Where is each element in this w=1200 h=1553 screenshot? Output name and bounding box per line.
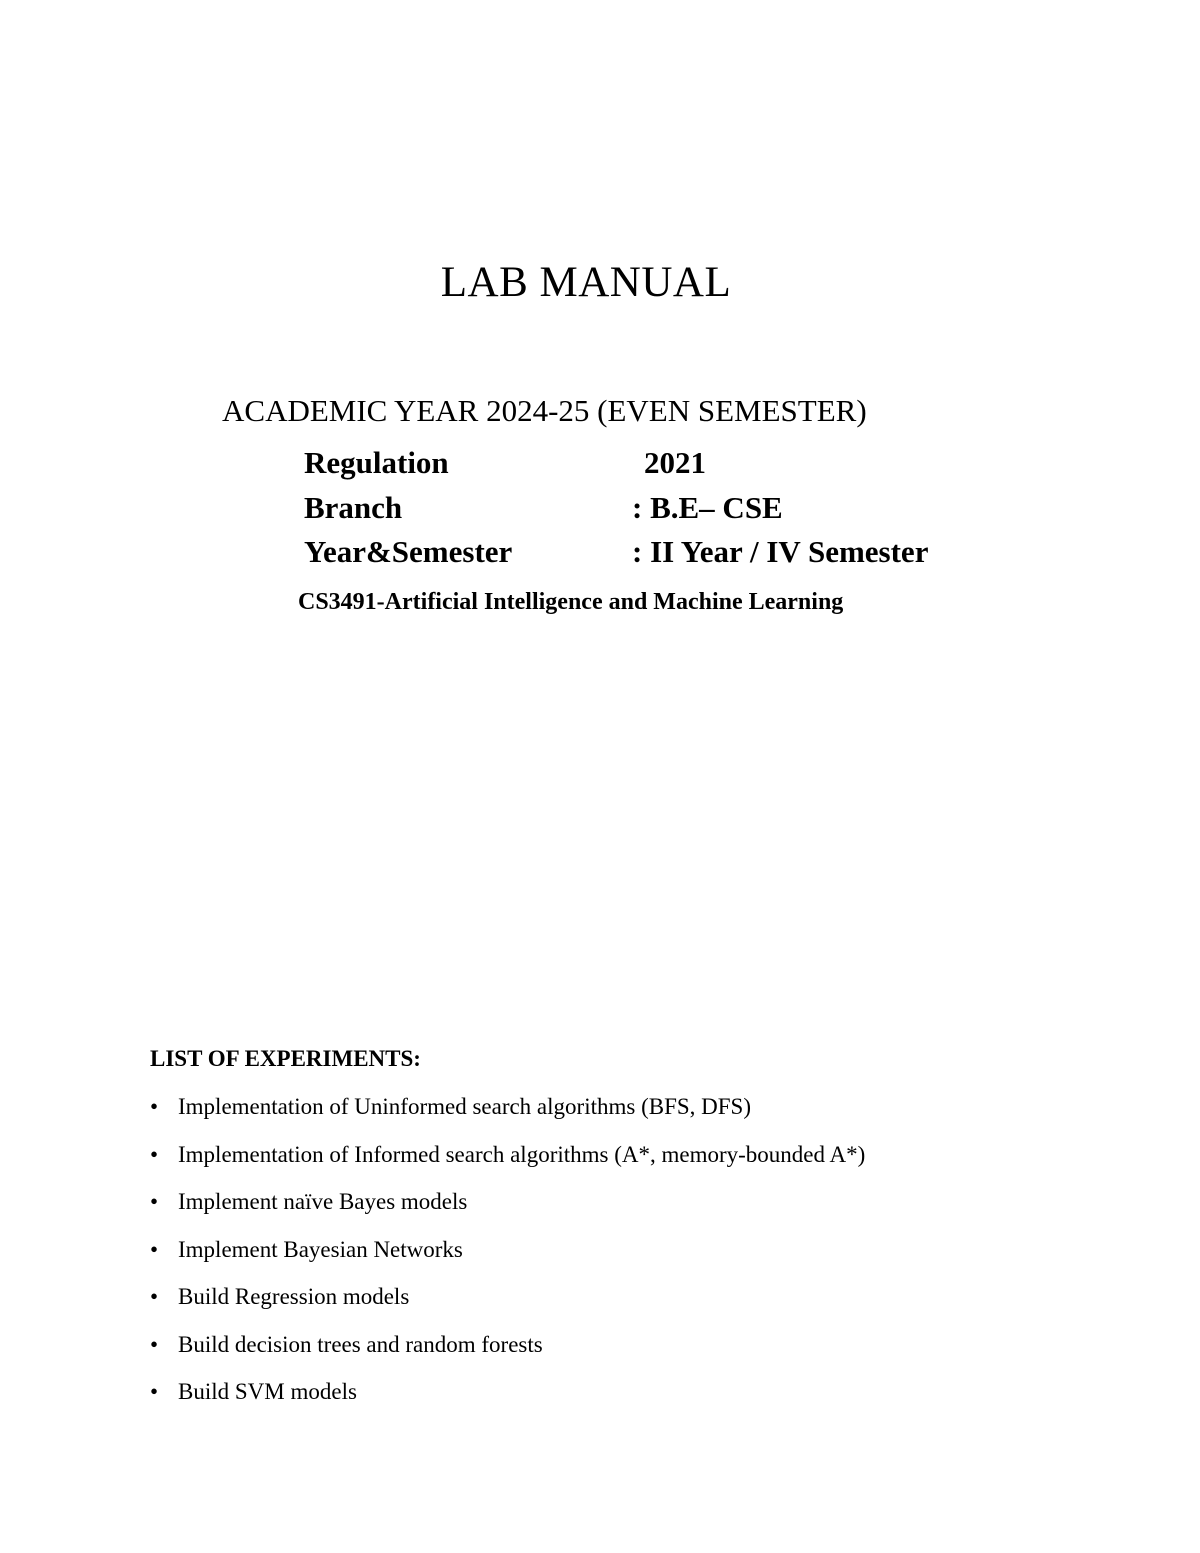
academic-year: ACADEMIC YEAR 2024-25 (EVEN SEMESTER)	[222, 393, 867, 428]
bullet-icon: •	[150, 1094, 159, 1119]
info-label: Regulation	[304, 445, 449, 480]
list-item	[150, 1284, 865, 1332]
bullet-icon: •	[150, 1189, 159, 1214]
info-value: : II Year / IV Semester	[632, 534, 929, 569]
list-item	[150, 1379, 865, 1427]
info-value: 2021	[644, 445, 706, 480]
experiment-text: Implement naïve Bayes models	[178, 1189, 468, 1214]
experiment-text: Build SVM models	[178, 1379, 357, 1404]
course-title: CS3491-Artificial Intelligence and Machine Learning	[298, 589, 844, 615]
list-item	[150, 1094, 865, 1142]
list-item	[150, 1189, 865, 1237]
experiment-text: Implementation of Uninformed search algorithms (BFS, DFS)	[178, 1094, 752, 1119]
experiment-text: Build Regression models	[178, 1284, 410, 1309]
bullet-icon: •	[150, 1331, 159, 1357]
bullet-icon: •	[150, 1284, 159, 1309]
bullet-icon: •	[150, 1141, 159, 1167]
info-value: : B.E– CSE	[632, 490, 783, 525]
document-title: LAB MANUAL	[440, 259, 732, 306]
experiment-text: Build decision trees and random forests	[178, 1331, 543, 1357]
list-item	[150, 1332, 865, 1380]
list-item	[150, 1237, 865, 1285]
info-label: Year&Semester	[304, 534, 513, 569]
bullet-icon: •	[150, 1379, 159, 1404]
info-label: Branch	[304, 490, 403, 525]
experiment-text: Implement Bayesian Networks	[178, 1236, 463, 1262]
list-item	[150, 1142, 865, 1190]
experiments-heading: LIST OF EXPERIMENTS:	[150, 1046, 421, 1071]
experiment-text: Implementation of Informed search algorithms (A*, memory-bounded A*)	[178, 1141, 866, 1167]
bullet-icon: •	[150, 1236, 159, 1262]
experiments-list	[150, 1094, 865, 1427]
